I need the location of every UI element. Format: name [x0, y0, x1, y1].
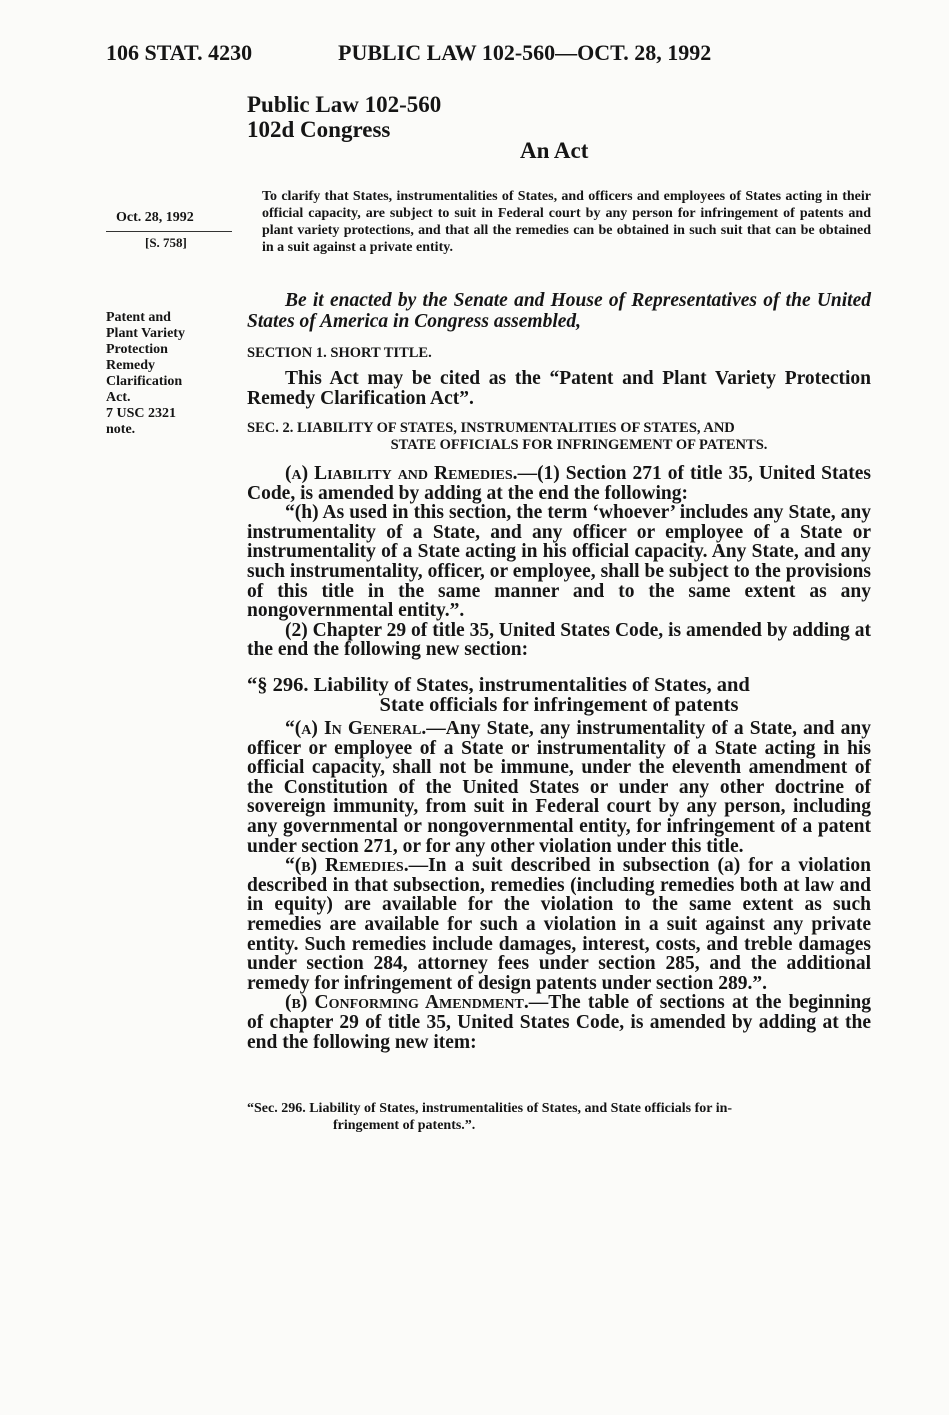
- congress-number: 102d Congress: [247, 117, 391, 142]
- section-2-heading-line1: SEC. 2. LIABILITY OF STATES, INSTRUMENTALITIES OF STATES, AND: [247, 420, 735, 436]
- margin-divider: [106, 231, 232, 232]
- sidenote-line: Protection: [106, 342, 168, 357]
- remedies-label: “(b) Remedies.: [285, 855, 409, 877]
- in-general-paragraph: [247, 719, 871, 856]
- preamble-text: To clarify that States, instrumentalities of States, and officers and employees of States acting in their official capacity, are subject to suit in Federal court by any person for infringement of patents and plant variety protections, and that all the remedies can be obtained in such suit that can be obtained in a suit against a private entity.: [262, 189, 871, 255]
- law-date-header: PUBLIC LAW 102-560—OCT. 28, 1992: [338, 40, 712, 65]
- sidenote-line: note.: [106, 422, 136, 437]
- section-296-body: [247, 719, 871, 1052]
- section-1-body: [247, 369, 871, 408]
- sidenote-line: Remedy: [106, 358, 155, 373]
- section-296-heading: [247, 675, 871, 715]
- law-title-block: [247, 92, 441, 142]
- sidenote-line: Clarification: [106, 374, 183, 389]
- conforming-amendment-text: —The table of sections at the beginning of chapter 29 of title 35, United States Code, is amended by adding at the end the following new item:: [247, 992, 871, 1053]
- sidenote-line: Patent and: [106, 310, 171, 325]
- preamble: [262, 188, 871, 256]
- public-law-number: Public Law 102-560: [247, 92, 442, 117]
- subsection-a-label: (a) Liability and Remedies.: [285, 463, 518, 484]
- sidenote-line: Plant Variety: [106, 326, 185, 341]
- section-2-body: [247, 464, 871, 660]
- enacting-clause: [247, 290, 871, 332]
- sidenote-line: 7 USC 2321: [106, 406, 177, 421]
- margin-sidenote: [106, 310, 236, 438]
- subsection-a: [247, 464, 871, 503]
- section-2-heading-line2: STATE OFFICIALS FOR INFRINGEMENT OF PATENTS.: [390, 437, 768, 453]
- in-general-text: —Any State, any instrumentality of a State, and any officer or employee of a State or instrumentality of a State acting in his official capacity, shall not be immune, under the eleventh amendment of the Constitution of the United States or under any other doctrine of sovereign immunity, from suit in Federal court by any person, including any governmental or nongovernmental entity, for infringement of a patent under section 271, or for any other violation under this title.: [247, 718, 872, 857]
- subsection-h-text: “(h) As used in this section, the term ‘whoever’ includes any State, any instrumentality of a State, and any officer or employee of a State or instrumentality of a State acting in his official capacity. Any State, and any such instrumentality, officer, or employee, shall be subject to the provisions of this title in the same manner and to the same extent as any nongovernmental entity.”.: [247, 502, 871, 622]
- subsection-a2-text: (2) Chapter 29 of title 35, United States Code, is amended by adding at the end the following new section:: [247, 619, 871, 661]
- section-296-heading-line2: State officials for infringement of patents: [379, 694, 739, 716]
- table-item-line1: “Sec. 296. Liability of States, instrumentalities of States, and State officials for in-: [247, 1101, 733, 1116]
- section-296-heading-line1: “§ 296. Liability of States, instrumentalities of States, and: [247, 674, 750, 696]
- section-1-heading: SECTION 1. SHORT TITLE.: [247, 345, 432, 361]
- in-general-label: “(a) In General.: [285, 718, 427, 739]
- section-2-heading: [247, 420, 871, 454]
- conforming-amendment-paragraph: [247, 993, 871, 1052]
- section-1-text: This Act may be cited as the “Patent and Plant Variety Protection Remedy Clarification Act”.: [247, 368, 871, 409]
- margin-bill-number: [S. 758]: [145, 235, 187, 250]
- table-of-sections-item: [247, 1100, 871, 1134]
- subsection-a-text: —(1) Section 271 of title 35, United States Code, is amended by adding at the end the following:: [247, 463, 871, 504]
- stat-page-number: 106 STAT. 4230: [106, 40, 253, 65]
- remedies-paragraph: [247, 856, 871, 993]
- enacting-text: Be it enacted by the Senate and House of Representatives of the United States of America in Congress assembled,: [247, 290, 871, 332]
- remedies-text: —In a suit described in subsection (a) for a violation described in that subsection, remedies (including remedies both at law and in equity) are available for the violation to the same extent as such remedies are available for such a violation in a suit against any private entity. Such remedies include damages, interest, costs, and treble damages under section 284, attorney fees under section 285, and the additional remedy for infringement of design patents under section 289.”.: [247, 855, 872, 994]
- sidenote-line: Act.: [106, 390, 131, 405]
- margin-date: Oct. 28, 1992: [116, 210, 194, 225]
- table-item-line2: fringement of patents.”.: [333, 1118, 476, 1133]
- act-heading: An Act: [520, 138, 589, 163]
- conforming-amendment-label: (b) Conforming Amendment.: [285, 992, 529, 1014]
